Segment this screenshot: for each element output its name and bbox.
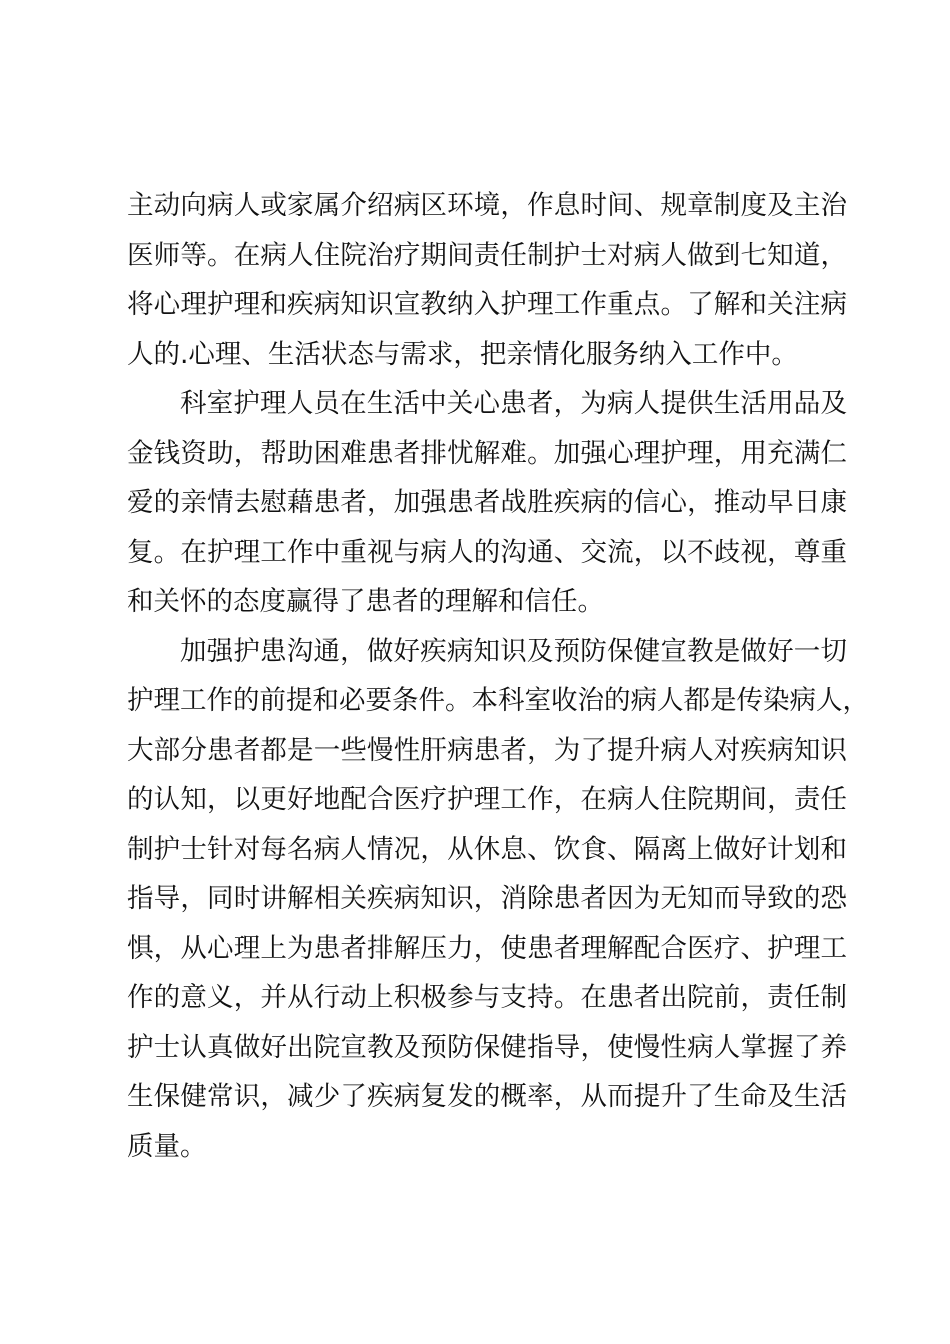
- text-line: 将心理护理和疾病知识宣教纳入护理工作重点。了解和关注病: [127, 289, 847, 320]
- text-line: 科室护理人员在生活中关心患者，为病人提供生活用品及: [180, 388, 847, 419]
- text-line: 作的意义，并从行动上积极参与支持。在患者出院前，责任制: [127, 982, 847, 1013]
- text-line: 制护士针对每名病人情况，从休息、饮食、隔离上做好计划和: [127, 833, 847, 865]
- text-line: 和关怀的态度赢得了患者的理解和信任。: [127, 586, 604, 617]
- text-line: 指导，同时讲解相关疾病知识，消除患者因为无知而导致的恐: [127, 883, 847, 914]
- text-line: 金钱资助，帮助困难患者排忧解难。加强心理护理，用充满仁: [127, 437, 847, 469]
- text-line: 加强护患沟通，做好疾病知识及预防保健宣教是做好一切: [180, 635, 847, 667]
- text-line: 护士认真做好出院宣教及预防保健指导，使慢性病人掌握了养: [127, 1031, 847, 1063]
- text-line: 人的.心理、生活状态与需求，把亲情化服务纳入工作中。: [127, 338, 798, 370]
- text-line: 医师等。在病人住院治疗期间责任制护士对病人做到七知道，: [127, 239, 847, 271]
- text-line: 护理工作的前提和必要条件。本科室收治的病人都是传染病人，: [127, 685, 869, 716]
- text-line: 主动向病人或家属介绍病区环境，作息时间、规章制度及主治: [127, 190, 847, 221]
- text-line: 复。在护理工作中重视与病人的沟通、交流，以不歧视，尊重: [127, 536, 847, 568]
- text-line: 质量。: [127, 1130, 207, 1162]
- text-line: 生保健常识，减少了疾病复发的概率，从而提升了生命及生活: [127, 1081, 847, 1112]
- document-body: [127, 181, 869, 1171]
- text-line: 大部分患者都是一些慢性肝病患者，为了提升病人对疾病知识: [127, 734, 847, 766]
- text-line: 的认知，以更好地配合医疗护理工作，在病人住院期间，责任: [127, 784, 847, 815]
- paragraph-2: [127, 379, 847, 627]
- text-line: 爱的亲情去慰藉患者，加强患者战胜疾病的信心，推动早日康: [127, 487, 847, 518]
- paragraph-1: [127, 181, 847, 379]
- text-line: 惧，从心理上为患者排解压力，使患者理解配合医疗、护理工: [127, 932, 847, 964]
- paragraph-3: [127, 627, 869, 1172]
